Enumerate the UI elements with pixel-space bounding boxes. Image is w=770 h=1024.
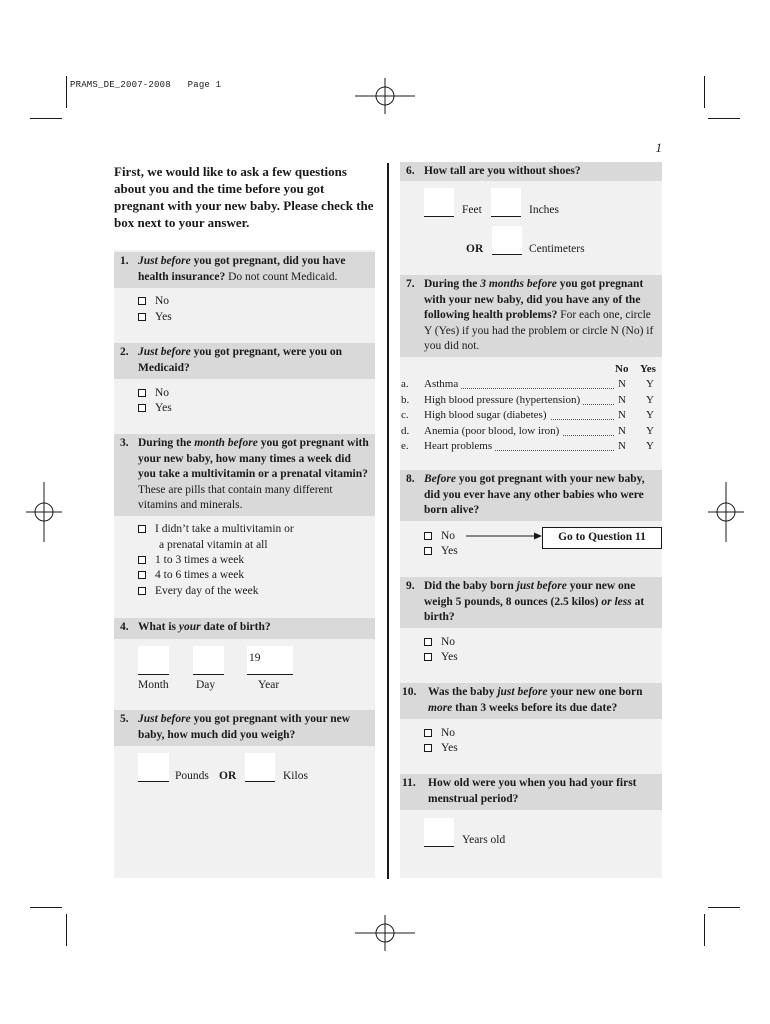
centimeters-label: Centimeters xyxy=(529,243,585,255)
birth-month-input[interactable] xyxy=(138,646,169,675)
question-note: For each one, circle Y (Yes) if you had the problem or circle N (No) if you did not. xyxy=(424,309,654,352)
question-text: During the xyxy=(138,437,195,449)
q2-option-yes[interactable] xyxy=(138,401,172,417)
option-label: Yes xyxy=(441,545,458,557)
inches-label: Inches xyxy=(529,204,560,216)
answer-yes[interactable]: Y xyxy=(646,393,654,406)
kilos-label: Kilos xyxy=(283,770,308,782)
option-label: No xyxy=(155,295,170,307)
question-number: 1. xyxy=(120,255,129,267)
question-emphasis: Just before xyxy=(138,255,191,267)
q3-option-every-day[interactable] xyxy=(138,584,258,600)
years-old-label: Years old xyxy=(462,834,506,846)
question-6 xyxy=(400,162,662,181)
question-text: What is xyxy=(138,621,179,633)
answer-no[interactable]: N xyxy=(618,393,626,409)
question-5 xyxy=(114,710,375,746)
checkbox[interactable] xyxy=(424,729,432,737)
question-emphasis: month before xyxy=(194,437,258,449)
question-1 xyxy=(114,252,375,288)
answer-no[interactable]: N xyxy=(618,439,626,455)
option-label: Yes xyxy=(441,651,458,663)
question-text: you got pregnant with your new baby, how many times a week did you take a multivitamin or a prenatal vitamin? xyxy=(138,437,369,480)
q3-option-none[interactable] xyxy=(138,522,294,538)
question-text: your new one weigh 5 pounds, 8 ounces (2.5 kilos) xyxy=(424,580,636,608)
question-text: During the xyxy=(424,278,481,290)
question-text: Did the baby born xyxy=(424,580,517,592)
checkbox[interactable] xyxy=(138,587,146,595)
question-emphasis: Before xyxy=(424,473,456,485)
intro-text: First, we would like to ask a few questions about you and the time before you got pregnant with your new baby. Please check the box next to your answer. xyxy=(114,164,374,230)
question-text: How tall are you without shoes? xyxy=(424,165,581,177)
question-number: 6. xyxy=(406,165,415,177)
height-centimeters-input[interactable] xyxy=(492,226,522,255)
question-text: Was the baby xyxy=(428,686,498,698)
birth-day-input[interactable] xyxy=(193,646,224,675)
column-header-no: No xyxy=(615,363,629,375)
answer-no[interactable]: N xyxy=(618,377,626,393)
item-label: Heart problems xyxy=(424,439,495,455)
option-label: Yes xyxy=(155,311,172,323)
option-label: No xyxy=(441,636,456,648)
checkbox[interactable] xyxy=(138,556,146,564)
option-label: Yes xyxy=(441,742,458,754)
question-emphasis: or less xyxy=(601,595,632,608)
question-3 xyxy=(114,434,375,516)
question-2 xyxy=(114,343,375,379)
question-number: 10. xyxy=(402,686,417,698)
or-label: OR xyxy=(219,770,237,782)
registration-mark-icon xyxy=(355,915,415,951)
q10-option-no[interactable] xyxy=(424,726,455,742)
q8-option-yes[interactable] xyxy=(424,544,458,560)
q3-option-4-6[interactable] xyxy=(138,568,244,584)
question-text: you got pregnant with your new baby, how much did you weigh? xyxy=(138,713,351,741)
question-number: 5. xyxy=(120,713,129,725)
item-letter: b. xyxy=(401,393,410,406)
q9-option-yes[interactable] xyxy=(424,650,458,666)
answer-yes[interactable]: Y xyxy=(646,409,654,422)
day-label: Day xyxy=(196,679,216,691)
page-number: 1 xyxy=(655,140,662,155)
option-label: Every day of the week xyxy=(155,585,259,597)
option-label: Yes xyxy=(155,402,172,414)
question-11 xyxy=(400,774,662,810)
item-letter: c. xyxy=(401,409,409,422)
checkbox[interactable] xyxy=(138,525,146,533)
column-header-yes: Yes xyxy=(640,363,656,375)
question-number: 3. xyxy=(120,437,129,449)
question-text: at birth? xyxy=(424,595,645,623)
option-label: No xyxy=(441,727,456,739)
q3-option-none-continued: a prenatal vitamin at all xyxy=(159,539,268,551)
question-emphasis: just before xyxy=(497,686,548,698)
question-text: than 3 weeks before its due date? xyxy=(452,701,618,714)
item-label: High blood sugar (diabetes) xyxy=(424,408,550,424)
month-label: Month xyxy=(138,679,169,691)
checkbox[interactable] xyxy=(138,571,146,579)
answer-yes[interactable]: Y xyxy=(646,440,654,453)
question-note: These are pills that contain many different vitamins and minerals. xyxy=(138,483,333,511)
go-to-question-11-box: Go to Question 11 xyxy=(542,527,662,549)
question-emphasis: Just before xyxy=(138,713,191,725)
q3-option-1-3[interactable] xyxy=(138,553,244,569)
answer-no[interactable]: N xyxy=(618,424,626,440)
question-emphasis: Just before xyxy=(138,346,191,358)
item-label: High blood pressure (hypertension) xyxy=(424,393,583,409)
birth-year-input[interactable] xyxy=(247,646,293,675)
question-text: you got pregnant with your new baby, did you have any of the following health problems? xyxy=(424,278,644,321)
answer-no[interactable]: N xyxy=(618,408,626,424)
registration-mark-icon xyxy=(355,78,415,114)
question-emphasis: your xyxy=(178,621,201,633)
option-label: 1 to 3 times a week xyxy=(155,554,245,566)
menstrual-age-input[interactable] xyxy=(424,818,454,847)
answer-yes[interactable]: Y xyxy=(646,378,654,390)
option-label: No xyxy=(155,387,170,399)
q9-option-no[interactable] xyxy=(424,635,455,651)
registration-mark-icon xyxy=(708,482,744,542)
height-feet-input[interactable] xyxy=(424,188,454,217)
item-letter: e. xyxy=(401,440,409,453)
height-inches-input[interactable] xyxy=(491,188,521,217)
question-8 xyxy=(400,470,662,521)
checkbox[interactable] xyxy=(138,297,146,305)
q1-option-no[interactable] xyxy=(138,294,169,310)
question-number: 2. xyxy=(120,346,129,358)
checkbox[interactable] xyxy=(424,653,432,661)
option-label: 4 to 6 times a week xyxy=(155,569,245,581)
year-prefix: 19 xyxy=(249,652,261,664)
item-label: Asthma xyxy=(424,377,461,393)
question-text: your new one born xyxy=(547,686,643,698)
question-text: you got pregnant, did you have health insurance? xyxy=(138,255,346,283)
option-label: I didn’t take a multivitamin or xyxy=(155,523,294,535)
or-label: OR xyxy=(466,243,484,255)
q10-option-yes[interactable] xyxy=(424,741,458,757)
q1-option-yes[interactable] xyxy=(138,310,172,326)
checkbox[interactable] xyxy=(424,547,432,555)
file-header-label: PRAMS_DE_2007-2008 Page 1 xyxy=(70,80,222,90)
question-number: 4. xyxy=(120,621,129,633)
question-number: 11. xyxy=(402,777,416,789)
question-number: 9. xyxy=(406,580,415,592)
question-text: How old were you when you had your first menstrual period? xyxy=(428,777,637,805)
question-emphasis: 3 months before xyxy=(480,278,557,290)
checkbox[interactable] xyxy=(138,404,146,412)
question-number: 8. xyxy=(406,473,415,485)
q8-option-no[interactable] xyxy=(424,529,455,545)
q2-option-no[interactable] xyxy=(138,386,169,402)
weight-kilos-input[interactable] xyxy=(245,753,275,782)
question-note: Do not count Medicaid. xyxy=(225,270,338,283)
item-letter: a. xyxy=(401,378,409,390)
checkbox[interactable] xyxy=(424,638,432,646)
weight-pounds-input[interactable] xyxy=(138,753,169,782)
question-10 xyxy=(400,683,662,719)
year-label: Year xyxy=(258,679,280,691)
question-text: date of birth? xyxy=(200,621,271,633)
checkbox[interactable] xyxy=(138,313,146,321)
option-label: No xyxy=(441,530,456,542)
item-letter: d. xyxy=(401,424,410,437)
column-divider xyxy=(387,163,389,879)
question-emphasis: just before xyxy=(516,580,567,592)
item-label: Anemia (poor blood, low iron) xyxy=(424,424,562,440)
checkbox[interactable] xyxy=(424,532,432,540)
question-7 xyxy=(400,275,662,357)
question-number: 7. xyxy=(406,278,415,290)
question-9 xyxy=(400,577,662,628)
answer-yes[interactable]: Y xyxy=(646,424,654,437)
feet-label: Feet xyxy=(462,204,482,216)
question-emphasis: more xyxy=(428,701,453,714)
question-4 xyxy=(114,618,375,639)
checkbox[interactable] xyxy=(424,744,432,752)
question-text: you got pregnant, were you on Medicaid? xyxy=(138,346,343,374)
registration-mark-icon xyxy=(26,482,62,542)
question-text: you got pregnant with your new baby, did you ever have any other babies who were born alive? xyxy=(424,473,645,516)
arrow-right-icon xyxy=(466,531,542,541)
checkbox[interactable] xyxy=(138,389,146,397)
pounds-label: Pounds xyxy=(175,770,209,782)
